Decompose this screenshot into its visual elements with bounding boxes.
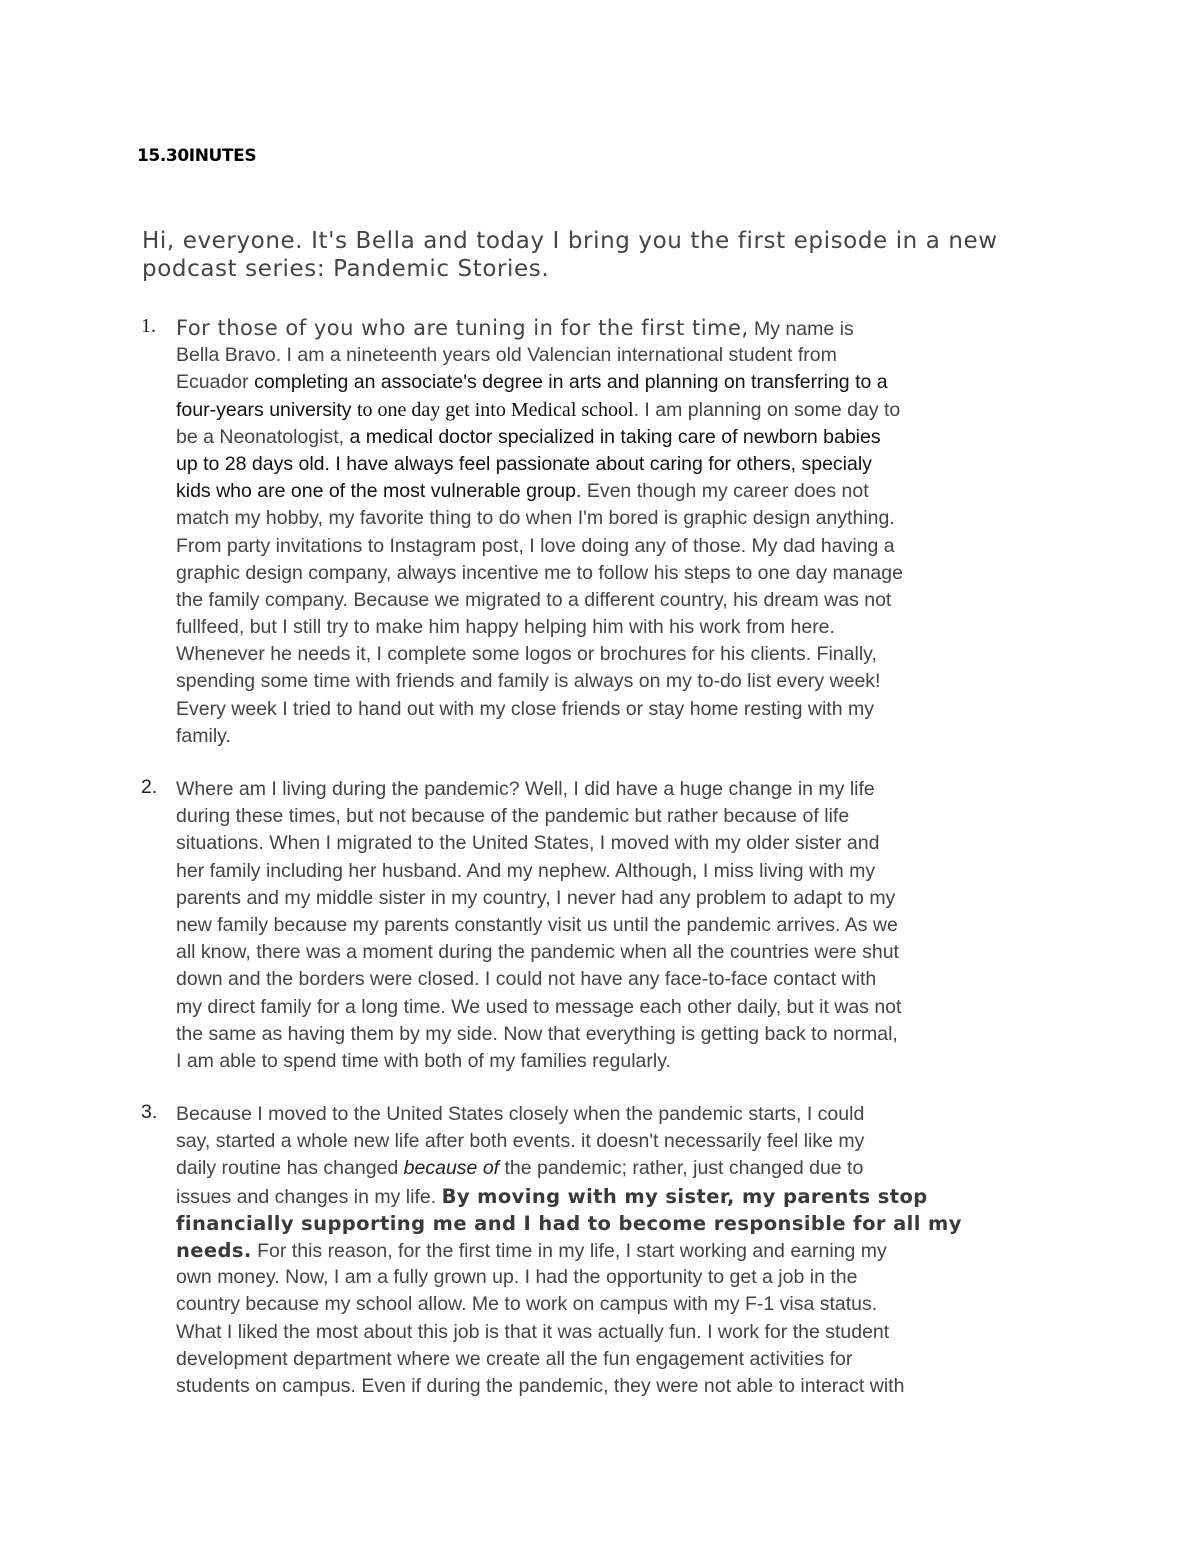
text-line (176, 369, 1076, 396)
text-line (176, 342, 1076, 369)
text-run: the pandemic; rather, just changed due to (499, 1157, 864, 1180)
text-run: up to 28 days old. (176, 452, 336, 475)
text-line (176, 424, 1076, 451)
text-line (176, 1373, 1076, 1400)
text-line (176, 560, 1076, 587)
text-line (176, 939, 1076, 966)
text-run: Bella Bravo. I am a nineteenth years old Valencian international student from (176, 344, 837, 367)
text-run: the same as having them by my side. Now that everything is getting back to normal, (176, 1022, 898, 1045)
text-line (176, 1346, 1076, 1373)
text-run: during these times, but not because of the pandemic but rather because of life (176, 805, 850, 828)
text-line (176, 858, 1076, 885)
text-line (176, 885, 1076, 912)
text-run: development department where we create all the fun engagement activities for (176, 1347, 853, 1370)
text-run: I have always feel passionate about caring for others, specialy (335, 452, 872, 475)
text-line (176, 1319, 1076, 1346)
text-run: graphic design company, always incentive me to follow his steps to one day manage (176, 561, 903, 584)
text-run: From party invitations to Instagram post, I love doing any of those. My dad having a (176, 534, 895, 557)
list-number: 3. (141, 1101, 158, 1123)
text-line (176, 1155, 1076, 1182)
text-run: My name is (748, 318, 854, 340)
text-run: Whenever he needs it, I complete some logos or brochures for his clients. Finally, (176, 643, 877, 666)
list-item-text (176, 776, 1076, 1075)
text-line (176, 614, 1076, 641)
text-run: down and the borders were closed. I could not have any face-to-face contact with (176, 968, 877, 991)
text-run: the family company. Because we migrated to a different country, his dream was not (176, 588, 892, 611)
text-run: family. (176, 724, 231, 747)
text-run: completing an associate's degree in arts and planning on transferring to a (254, 371, 888, 394)
text-run: say, started a whole new life after both events. it doesn't necessarily feel like my (176, 1130, 865, 1153)
list-item (141, 315, 1076, 750)
text-run: For this reason, for the first time in my life, I start working and earning my (251, 1239, 887, 1262)
text-run: By moving with my sister, my parents stop (441, 1184, 928, 1208)
text-line (176, 1101, 1076, 1128)
text-run: spending some time with friends and family is always on my to-do list every week! (176, 670, 881, 693)
text-run: situations. When I migrated to the United States, I moved with my older sister and (176, 832, 880, 855)
list-item (141, 1101, 1076, 1400)
text-line (176, 696, 1076, 723)
text-run: new family because my parents constantly visit us until the pandemic arrives. As we (176, 913, 898, 936)
text-run: match my hobby, my favorite thing to do when I'm bored is graphic design anything. (176, 507, 895, 530)
list-number: 2. (141, 776, 158, 798)
list-item-text (176, 1101, 1076, 1400)
text-run: Even though my career does not (581, 480, 869, 503)
text-run: my direct family for a long time. We used to message each other daily, but it was not (176, 995, 902, 1018)
text-run: parents and my middle sister in my country, I never had any problem to adapt to my (176, 886, 896, 909)
text-line (176, 803, 1076, 830)
text-run: daily routine has changed (176, 1157, 404, 1180)
list-number: 1. (141, 315, 156, 337)
text-run: Where am I living during the pandemic? Well, I did have a huge change in my life (176, 778, 875, 800)
text-line (176, 1210, 1076, 1237)
text-line (176, 668, 1076, 695)
text-run: four-years university (176, 398, 357, 421)
text-line (176, 1264, 1076, 1291)
text-line (176, 1048, 1076, 1075)
text-line (176, 315, 1076, 342)
text-line (176, 830, 1076, 857)
text-run: I am able to spend time with both of my families regularly. (176, 1049, 671, 1072)
text-line (176, 505, 1076, 532)
text-line (176, 1128, 1076, 1155)
text-line (176, 1183, 1076, 1210)
intro-paragraph: Hi, everyone. It's Bella and today I bring you the first episode in a new podcast series: Pandemic Stories. (142, 228, 998, 282)
text-run: country because my school allow. Me to work on campus with my F-1 visa status. (176, 1293, 878, 1316)
text-line (176, 641, 1076, 668)
text-line (176, 1291, 1076, 1318)
text-run: financially supporting me and I had to become responsible for all my (176, 1211, 962, 1235)
text-run: Because I moved to the United States closely when the pandemic starts, I could (176, 1103, 865, 1125)
text-run: What I liked the most about this job is that it was actually fun. I work for the student (176, 1320, 890, 1343)
text-run: Every week I tried to hand out with my close friends or stay home resting with my (176, 697, 874, 720)
text-run: fullfeed, but I still try to make him happy helping him with his work from here. (176, 616, 835, 639)
text-line (176, 1021, 1076, 1048)
text-line (176, 723, 1076, 750)
text-line (176, 966, 1076, 993)
text-line (176, 776, 1076, 803)
text-line (176, 912, 1076, 939)
text-line (176, 397, 1076, 424)
text-run: to one day get into Medical school (356, 398, 634, 421)
text-line (176, 533, 1076, 560)
document-title: 15.30INUTES (137, 146, 257, 166)
text-run: all know, there was a moment during the pandemic when all the countries were shut (176, 941, 899, 964)
text-run: own money. Now, I am a fully grown up. I had the opportunity to get a job in the (176, 1266, 858, 1289)
text-run: kids who are one of the most vulnerable group. (176, 480, 582, 503)
text-run: Ecuador (176, 371, 255, 394)
text-line (176, 451, 1076, 478)
text-run: students on campus. Even if during the pandemic, they were not able to interact with (176, 1374, 905, 1397)
text-run: . I am planning on some day to (633, 398, 901, 421)
text-line (176, 1237, 1076, 1264)
text-run: needs. (176, 1238, 252, 1262)
text-line (176, 994, 1076, 1021)
list-item-text (176, 315, 1076, 750)
text-run: because of (403, 1157, 500, 1180)
text-run: be a Neonatologist, (176, 425, 350, 448)
text-run: her family including her husband. And my nephew. Although, I miss living with my (176, 859, 876, 882)
text-line (176, 478, 1076, 505)
list-item (141, 776, 1076, 1075)
text-run: issues and changes in my life. (176, 1185, 442, 1208)
text-run: For those of you who are tuning in for the first time, (176, 316, 749, 340)
text-run: a medical doctor specialized in taking care of newborn babies (349, 425, 881, 448)
text-line (176, 587, 1076, 614)
